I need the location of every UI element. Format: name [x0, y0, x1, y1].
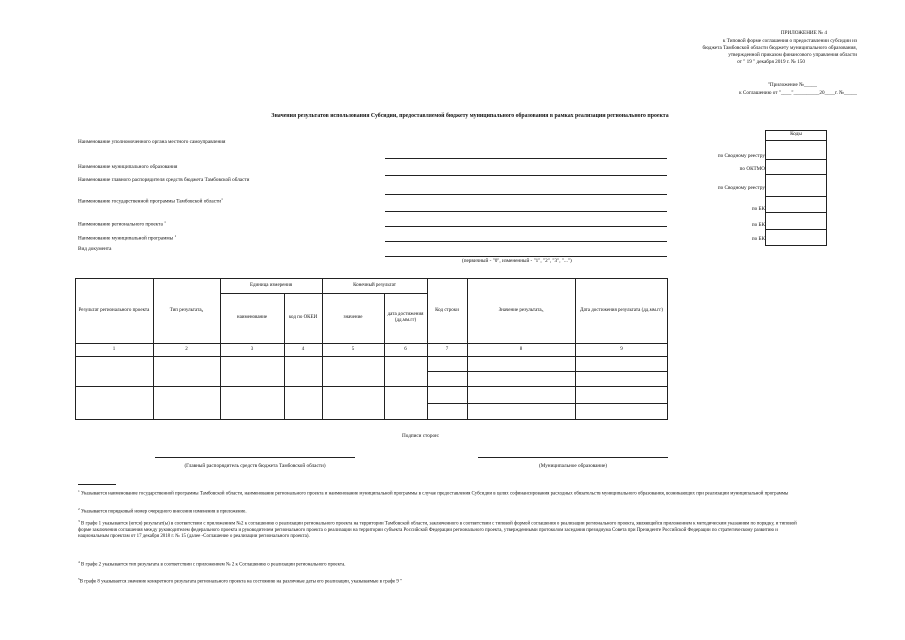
col-number: 9: [620, 346, 623, 352]
footnote-1: $^1$ Указывается наименование государственной программы Тамбовской области, наименование регионального проекта и наименование муниципальной программы в случае предоставления Субсидии в целях софинансирования расходных обязательств муниципального образования, возникающих при реализации муниципальной программы: [78, 489, 789, 497]
code-label-svodny-2: по Сводному реестру: [717, 185, 765, 191]
col-header-value: Значение результата 5: [498, 307, 544, 313]
appendix-line-2: бюджета Тамбовской области бюджету муниципального образования,: [702, 45, 857, 51]
signature-line-left: [155, 457, 355, 458]
col-header-result: Результат регионального проекта: [78, 307, 150, 313]
col-number: 5: [351, 346, 355, 352]
col-header-unit-name: наименование: [236, 315, 268, 320]
footnote-5: $^5$В графе 8 указывается значение конкретного результата регионального проекта на состоянию на различные даты его реализации, указываемые в графе 9 ": [78, 577, 403, 585]
field-line-municipal-program: [385, 241, 667, 242]
field-line-main-manager: [385, 194, 667, 195]
doc-kind-hint: (первичный - "0", измененный - "1", "2", "3", "..."): [462, 258, 572, 264]
signatures-heading: Подписи сторон:: [402, 433, 440, 439]
field-line-regional-project: [385, 226, 667, 227]
col-number: 6: [404, 346, 407, 352]
col-number: 1: [112, 346, 116, 352]
footnote-3: $^3$ В графе 1 указывается (ются) результат(ы) в соответствии с приложением №2 к соглашению о реализации регионального проекта на территории Тамбовской области, заключенного в соответствии с типовой формой соглашения о реализации регионального проекта, являющейся приложением к методическим указаниям по порядку, и типовой форме заключения соглашения между руководителем федерального проекта и руководителем регионального проекта о реализации на территории субъекта Российской Федерации регионального проекта, утвержденными протоколом заседания президиума Совета при Президенте Российской Федерации по стратегическому развитию и национальным проектам от 17 декабря 2018 г. № 15 (далее -Соглашение о реализации регионального проекта).: [78, 519, 797, 540]
field-label-municipality: Наименование муниципального образования: [78, 164, 178, 170]
field-label-municipal-program: Наименование муниципальной программы $^1$: [78, 234, 177, 242]
code-label-oktmo: по ОКТМО: [739, 166, 765, 172]
col-number: 2: [185, 346, 188, 352]
codes-header: Коды: [790, 131, 802, 137]
agreement-ref-line-1: "Приложение №_____: [767, 82, 817, 88]
field-label-regional-project: Наименование регионального проекта $^1$: [78, 220, 166, 228]
code-label-bk-1: по БК: [751, 206, 765, 212]
appendix-line-1: к Типовой форме соглашения о предоставлении субсидии из: [722, 38, 857, 44]
col-number: 3: [250, 346, 254, 352]
col-header-final-value: значение: [343, 315, 363, 320]
col-header-final-date: дата достижения (дд.мм.гг): [387, 312, 424, 323]
field-line-authority: [385, 158, 667, 159]
field-line-state-program: [385, 211, 667, 212]
col-number: 8: [519, 346, 523, 352]
field-line-doc-kind: [385, 256, 667, 257]
col-header-type: Тип результата 2: [169, 307, 204, 313]
col-header-line-code: Код строки: [435, 307, 459, 313]
field-label-main-manager: Наименование главного распорядителя средств бюджета Тамбовской области: [78, 177, 250, 183]
signature-line-right: [478, 457, 668, 458]
col-number: 4: [301, 346, 305, 352]
footnote-4: $^4$ В графе 2 указывается тип результата в соответствии с приложением № 2 к Соглашению о реализации регионального проекта.: [78, 560, 346, 568]
col-header-unit: Единица измерения: [249, 282, 293, 288]
field-line-municipality: [385, 175, 667, 176]
code-label-bk-3: по БК: [751, 236, 765, 242]
field-label-doc-kind: Вид документа: [78, 246, 112, 252]
codes-values-box: [765, 159, 827, 246]
footnote-divider: [78, 484, 116, 485]
col-header-final: Конечный результат: [353, 282, 396, 288]
agreement-ref-line-2: к Соглашению от "____"__________20____г. №_____: [739, 90, 857, 96]
col-header-date: Дата достижения результата (дд.мм.гг): [580, 307, 663, 313]
appendix-title: ПРИЛОЖЕНИЕ № 4: [780, 30, 827, 36]
appendix-line-4: от " 19 " декабря 2019 г. № 150: [737, 59, 805, 65]
document-title: Значения результатов использования Субсидии, предоставляемой бюджету муниципального образования в рамках реализации регионального проекта: [271, 113, 669, 119]
col-header-unit-code: код по ОКЕИ: [288, 315, 318, 320]
signature-caption-right: (Муниципальное образование): [538, 463, 608, 469]
field-label-authority: Наименование уполномоченного органа местного самоуправления: [78, 139, 226, 145]
code-label-svodny-1: по Сводному реестру: [717, 153, 765, 159]
footnote-2: $^2$ Указывается порядковый номер очередного внесения изменения в приложение.: [78, 507, 247, 515]
field-label-state-program: Наименование государственной программы Тамбовской области$^1$: [78, 197, 223, 205]
signature-caption-left: (Главный распорядитель средств бюджета Тамбовской области): [184, 463, 326, 469]
code-label-bk-2: по БК: [751, 222, 765, 228]
appendix-line-3: утвержденной приказом финансового управления области: [728, 52, 857, 58]
col-number: 7: [445, 346, 449, 352]
